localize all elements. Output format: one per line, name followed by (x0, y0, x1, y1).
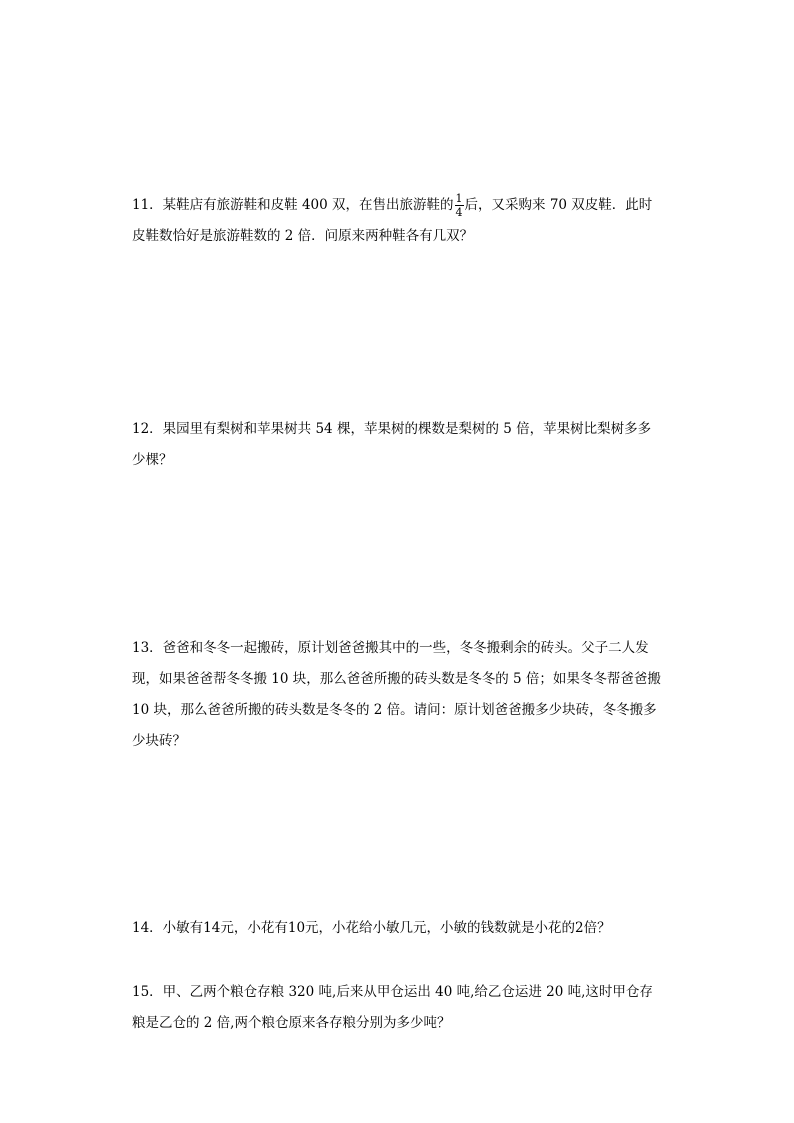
question-14: 14．小敏有14元，小花有10元，小花给小敏几元，小敏的钱数就是小花的2倍？ (132, 920, 611, 936)
question-11 (132, 190, 662, 252)
question-12: 12．果园里有梨树和苹果树共 54 棵，苹果树的棵数是梨树的 5 倍，苹果树比梨树多多少棵？ (132, 421, 652, 468)
fraction-numerator: 1 (455, 192, 463, 205)
fraction-denominator: 4 (455, 206, 463, 219)
question-11-fraction (455, 192, 464, 219)
question-15: 15．甲、乙两个粮仓存粮 320 吨,后来从甲仓运出 40 吨,给乙仓运进 20 吨,这时甲仓存粮是乙仓的 2 倍,两个粮仓原来各存粮分别为多少吨？ (132, 984, 653, 1031)
question-11-text-end: 后，又采购来 70 双皮鞋．此时皮鞋数恰好是旅游鞋数的 2 倍．问原来两种鞋各有几双？ (132, 197, 653, 244)
question-11-text-start: 11．某鞋店有旅游鞋和皮鞋 400 双，在售出旅游鞋的 (132, 197, 454, 213)
question-13: 13．爸爸和冬冬一起搬砖，原计划爸爸搬其中的一些，冬冬搬剩余的砖头。父子二人发现，如果爸爸帮冬冬搬 10 块，那么爸爸所搬的砖头数是冬冬的 5 倍；如果冬冬帮爸爸搬 10 块，那么爸爸所搬的砖头数是冬冬的 2 倍。请问：原计划爸爸搬多少块砖，冬冬搬多少块砖？ (132, 640, 661, 749)
